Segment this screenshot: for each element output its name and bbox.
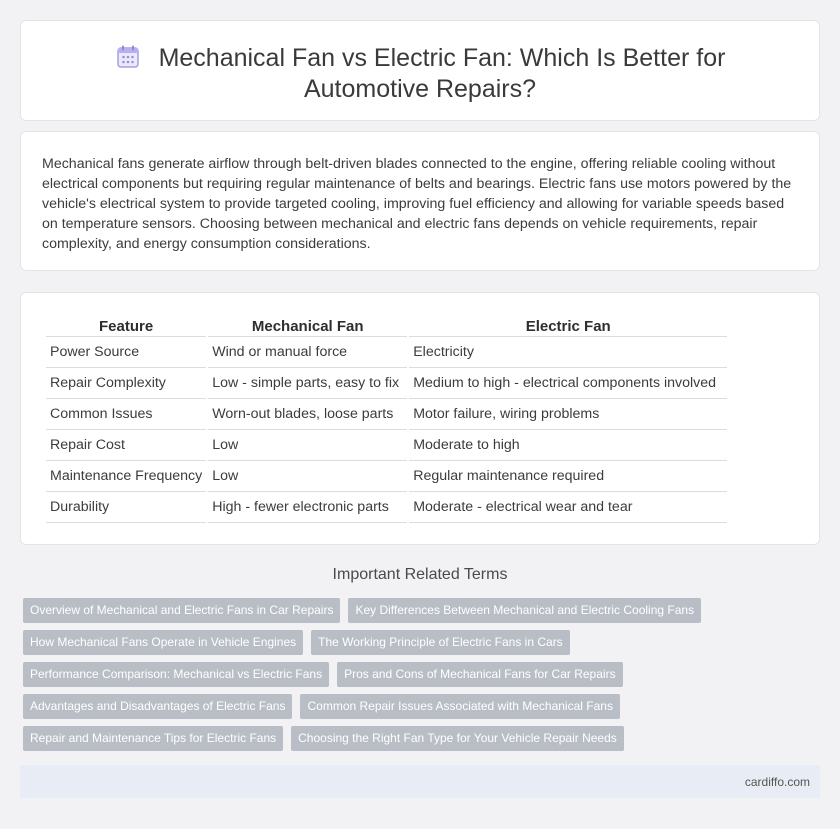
- table-cell: Electricity: [409, 337, 727, 368]
- table-cell: Power Source: [46, 337, 206, 368]
- table-row: [46, 368, 727, 399]
- table-cell: Common Issues: [46, 399, 206, 430]
- table-cell: Low - simple parts, easy to fix: [208, 368, 407, 399]
- related-term-tag[interactable]: Repair and Maintenance Tips for Electric Fans: [23, 726, 283, 751]
- table-cell: Moderate - electrical wear and tear: [409, 492, 727, 523]
- page-title-row: [21, 43, 819, 105]
- header-feature: Feature: [46, 317, 206, 337]
- table-cell: High - fewer electronic parts: [208, 492, 407, 523]
- related-term-tag[interactable]: Overview of Mechanical and Electric Fans in Car Repairs: [23, 598, 340, 623]
- related-terms-row: [23, 630, 723, 662]
- table-cell: Medium to high - electrical components involved: [409, 368, 727, 399]
- table-cell: Moderate to high: [409, 430, 727, 461]
- calendar-icon: [115, 44, 141, 70]
- table-cell: Durability: [46, 492, 206, 523]
- table-cell: Low: [208, 461, 407, 492]
- table-cell: Repair Complexity: [46, 368, 206, 399]
- page-title: Mechanical Fan vs Electric Fan: Which Is Better for Automotive Repairs?: [158, 44, 726, 103]
- table-row: [46, 430, 727, 461]
- related-term-tag[interactable]: Key Differences Between Mechanical and Electric Cooling Fans: [348, 598, 701, 623]
- header-electric-fan: Electric Fan: [409, 317, 727, 337]
- intro-card: [20, 131, 820, 271]
- table-cell: Regular maintenance required: [409, 461, 727, 492]
- table-cell: Motor failure, wiring problems: [409, 399, 727, 430]
- title-card: [20, 20, 820, 121]
- related-term-tag[interactable]: The Working Principle of Electric Fans in Cars: [311, 630, 570, 655]
- table-cell: Wind or manual force: [208, 337, 407, 368]
- table-cell: Worn-out blades, loose parts: [208, 399, 407, 430]
- table-header-row: [46, 317, 727, 337]
- header-mechanical-fan: Mechanical Fan: [208, 317, 407, 337]
- table-row: [46, 492, 727, 523]
- table-cell: Low: [208, 430, 407, 461]
- table-row: [46, 337, 727, 368]
- comparison-card: [20, 292, 820, 545]
- comparison-table: [44, 317, 729, 523]
- table-row: [46, 399, 727, 430]
- table-cell: Maintenance Frequency: [46, 461, 206, 492]
- related-terms-list: [23, 598, 723, 758]
- related-terms-row: [23, 598, 723, 630]
- footer: [20, 765, 820, 798]
- related-terms-row: [23, 662, 723, 694]
- related-terms-heading: Important Related Terms: [332, 566, 508, 583]
- footer-site[interactable]: cardiffo.com: [744, 775, 810, 789]
- related-term-tag[interactable]: Performance Comparison: Mechanical vs Electric Fans: [23, 662, 329, 687]
- intro-paragraph: Mechanical fans generate airflow through belt-driven blades connected to the engine, offering reliable cooling without electrical components but requiring regular maintenance of belts and bearings. Electric fans use motors powered by the vehicle's electrical system to provide targeted cooling, improving fuel efficiency and allowing for variable speeds based on temperature sensors. Choosing between mechanical and electric fans depends on vehicle requirements, repair complexity, and energy consumption considerations.: [42, 156, 792, 252]
- related-term-tag[interactable]: Advantages and Disadvantages of Electric Fans: [23, 694, 292, 719]
- related-terms-row: [23, 694, 723, 726]
- related-term-tag[interactable]: Choosing the Right Fan Type for Your Vehicle Repair Needs: [291, 726, 624, 751]
- related-term-tag[interactable]: Common Repair Issues Associated with Mechanical Fans: [300, 694, 619, 719]
- table-cell: Repair Cost: [46, 430, 206, 461]
- related-term-tag[interactable]: Pros and Cons of Mechanical Fans for Car Repairs: [337, 662, 622, 687]
- related-terms-row: [23, 726, 723, 758]
- related-term-tag[interactable]: How Mechanical Fans Operate in Vehicle Engines: [23, 630, 303, 655]
- table-row: [46, 461, 727, 492]
